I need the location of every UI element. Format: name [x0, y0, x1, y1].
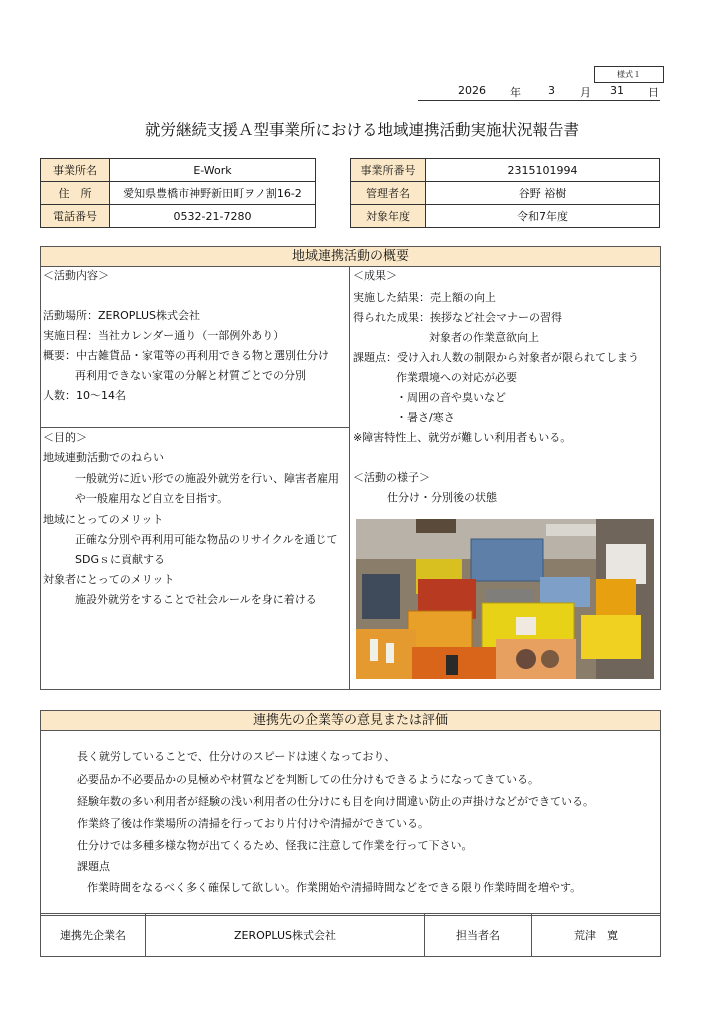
result-line: 対象者の作業意欲向上	[429, 331, 539, 344]
purpose-line: や一般雇用など自立を目指す。	[75, 492, 229, 505]
content-line: 実施日程：当社カレンダー通り（一部例外あり）	[43, 329, 285, 342]
evaluation-line: 作業時間をなるべく多く確保して欲しい。作業開始や清掃時間などをできる限り作業時間を増やす。	[87, 881, 582, 894]
overview-divider	[349, 267, 350, 689]
date-year-unit: 年	[510, 86, 521, 99]
manager-label: 管理者名	[351, 182, 426, 205]
partner-person-label: 担当者名	[425, 914, 532, 957]
purpose-heading: ＜目的＞	[43, 431, 87, 444]
office-name-label: 事業所名	[41, 159, 110, 182]
date-day-unit: 日	[648, 86, 659, 99]
partner-company-label: 連携先企業名	[41, 914, 146, 957]
purpose-line: 対象者にとってのメリット	[43, 573, 175, 586]
result-line: ・暑さ/寒さ	[396, 411, 455, 424]
purpose-line: 地域連動活動でのねらい	[43, 451, 164, 464]
report-date	[418, 84, 660, 101]
date-day: 31	[610, 84, 624, 97]
date-month: 3	[548, 84, 555, 97]
partner-table	[40, 913, 661, 957]
result-note: ※障害特性上、就労が難しい利用者もいる。	[353, 431, 572, 444]
purpose-line: 地域にとってのメリット	[43, 513, 164, 526]
purpose-line: 一般就労に近い形での施設外就労を行い、障害者雇用	[75, 472, 339, 485]
scene-caption: 仕分け・分別後の状態	[387, 491, 497, 504]
overview-header: 地域連携活動の概要	[41, 247, 660, 267]
date-year: 2026	[458, 84, 486, 97]
form-number: 様式１	[594, 66, 664, 83]
office-number-label: 事業所番号	[351, 159, 426, 182]
evaluation-line: 作業終了後は作業場所の清掃を行っており片付けや清掃ができている。	[77, 817, 429, 830]
office-number: 2315101994	[426, 159, 660, 182]
result-line: 課題点：受け入れ人数の制限から対象者が限られてしまう	[353, 351, 639, 364]
result-heading: ＜成果＞	[353, 269, 397, 282]
content-line: 再利用できない家電の分解と材質ごとでの分別	[75, 369, 306, 382]
office-name: E-Work	[110, 159, 316, 182]
evaluation-line: 長く就労していることで、仕分けのスピードは速くなっており、	[77, 750, 396, 763]
purpose-line: 正確な分別や再利用可能な物品のリサイクルを通じて	[75, 533, 338, 546]
evaluation-line: 必要品か不必要品かの見極めや材質などを判断しての仕分けもできるようになってきている。	[77, 773, 539, 786]
purpose-line: SDGｓに貢献する	[75, 553, 165, 566]
evaluation-line: 課題点	[77, 860, 110, 873]
result-line: 作業環境への対応が必要	[396, 371, 517, 384]
evaluation-section	[40, 710, 661, 916]
manager-name: 谷野 裕樹	[426, 182, 660, 205]
partner-company: ZEROPLUS株式会社	[146, 914, 425, 957]
date-month-unit: 月	[580, 86, 591, 99]
scene-heading: ＜活動の様子＞	[353, 471, 430, 484]
purpose-line: 施設外就労をすることで社会ルールを身に着ける	[75, 593, 317, 606]
evaluation-line: 経験年数の多い利用者が経験の浅い利用者の仕分けにも目を向け間違い防止の声掛けなどができている。	[77, 795, 594, 808]
phone-label: 電話番号	[41, 205, 110, 228]
office-info-left	[40, 158, 316, 228]
partner-person: 荒津 寛	[532, 914, 661, 957]
address: 愛知県豊橋市神野新田町ヲノ割16-2	[110, 182, 316, 205]
address-label: 住 所	[41, 182, 110, 205]
phone: 0532-21-7280	[110, 205, 316, 228]
target-year: 令和7年度	[426, 205, 660, 228]
purpose-divider	[41, 427, 349, 428]
content-line: 活動場所：ZEROPLUS株式会社	[43, 309, 201, 322]
evaluation-header: 連携先の企業等の意見または評価	[41, 711, 660, 731]
office-info-right	[350, 158, 660, 228]
target-year-label: 対象年度	[351, 205, 426, 228]
result-line: 実施した結果：売上額の向上	[353, 291, 496, 304]
evaluation-line: 仕分けでは多種多様な物が出てくるため、怪我に注意して作業を行って下さい。	[77, 839, 473, 852]
content-line: 概要：中古雑貨品・家電等の再利用できる物と選別仕分け	[43, 349, 329, 362]
content-line: 人数：10～14名	[43, 389, 126, 402]
page-title: 就労継続支援Ａ型事業所における地域連携活動実施状況報告書	[144, 121, 579, 139]
result-line: 得られた成果：挨拶など社会マナーの習得	[353, 311, 562, 324]
result-line: ・周囲の音や臭いなど	[396, 391, 506, 404]
activity-photo	[356, 519, 654, 679]
content-heading: ＜活動内容＞	[43, 269, 109, 282]
